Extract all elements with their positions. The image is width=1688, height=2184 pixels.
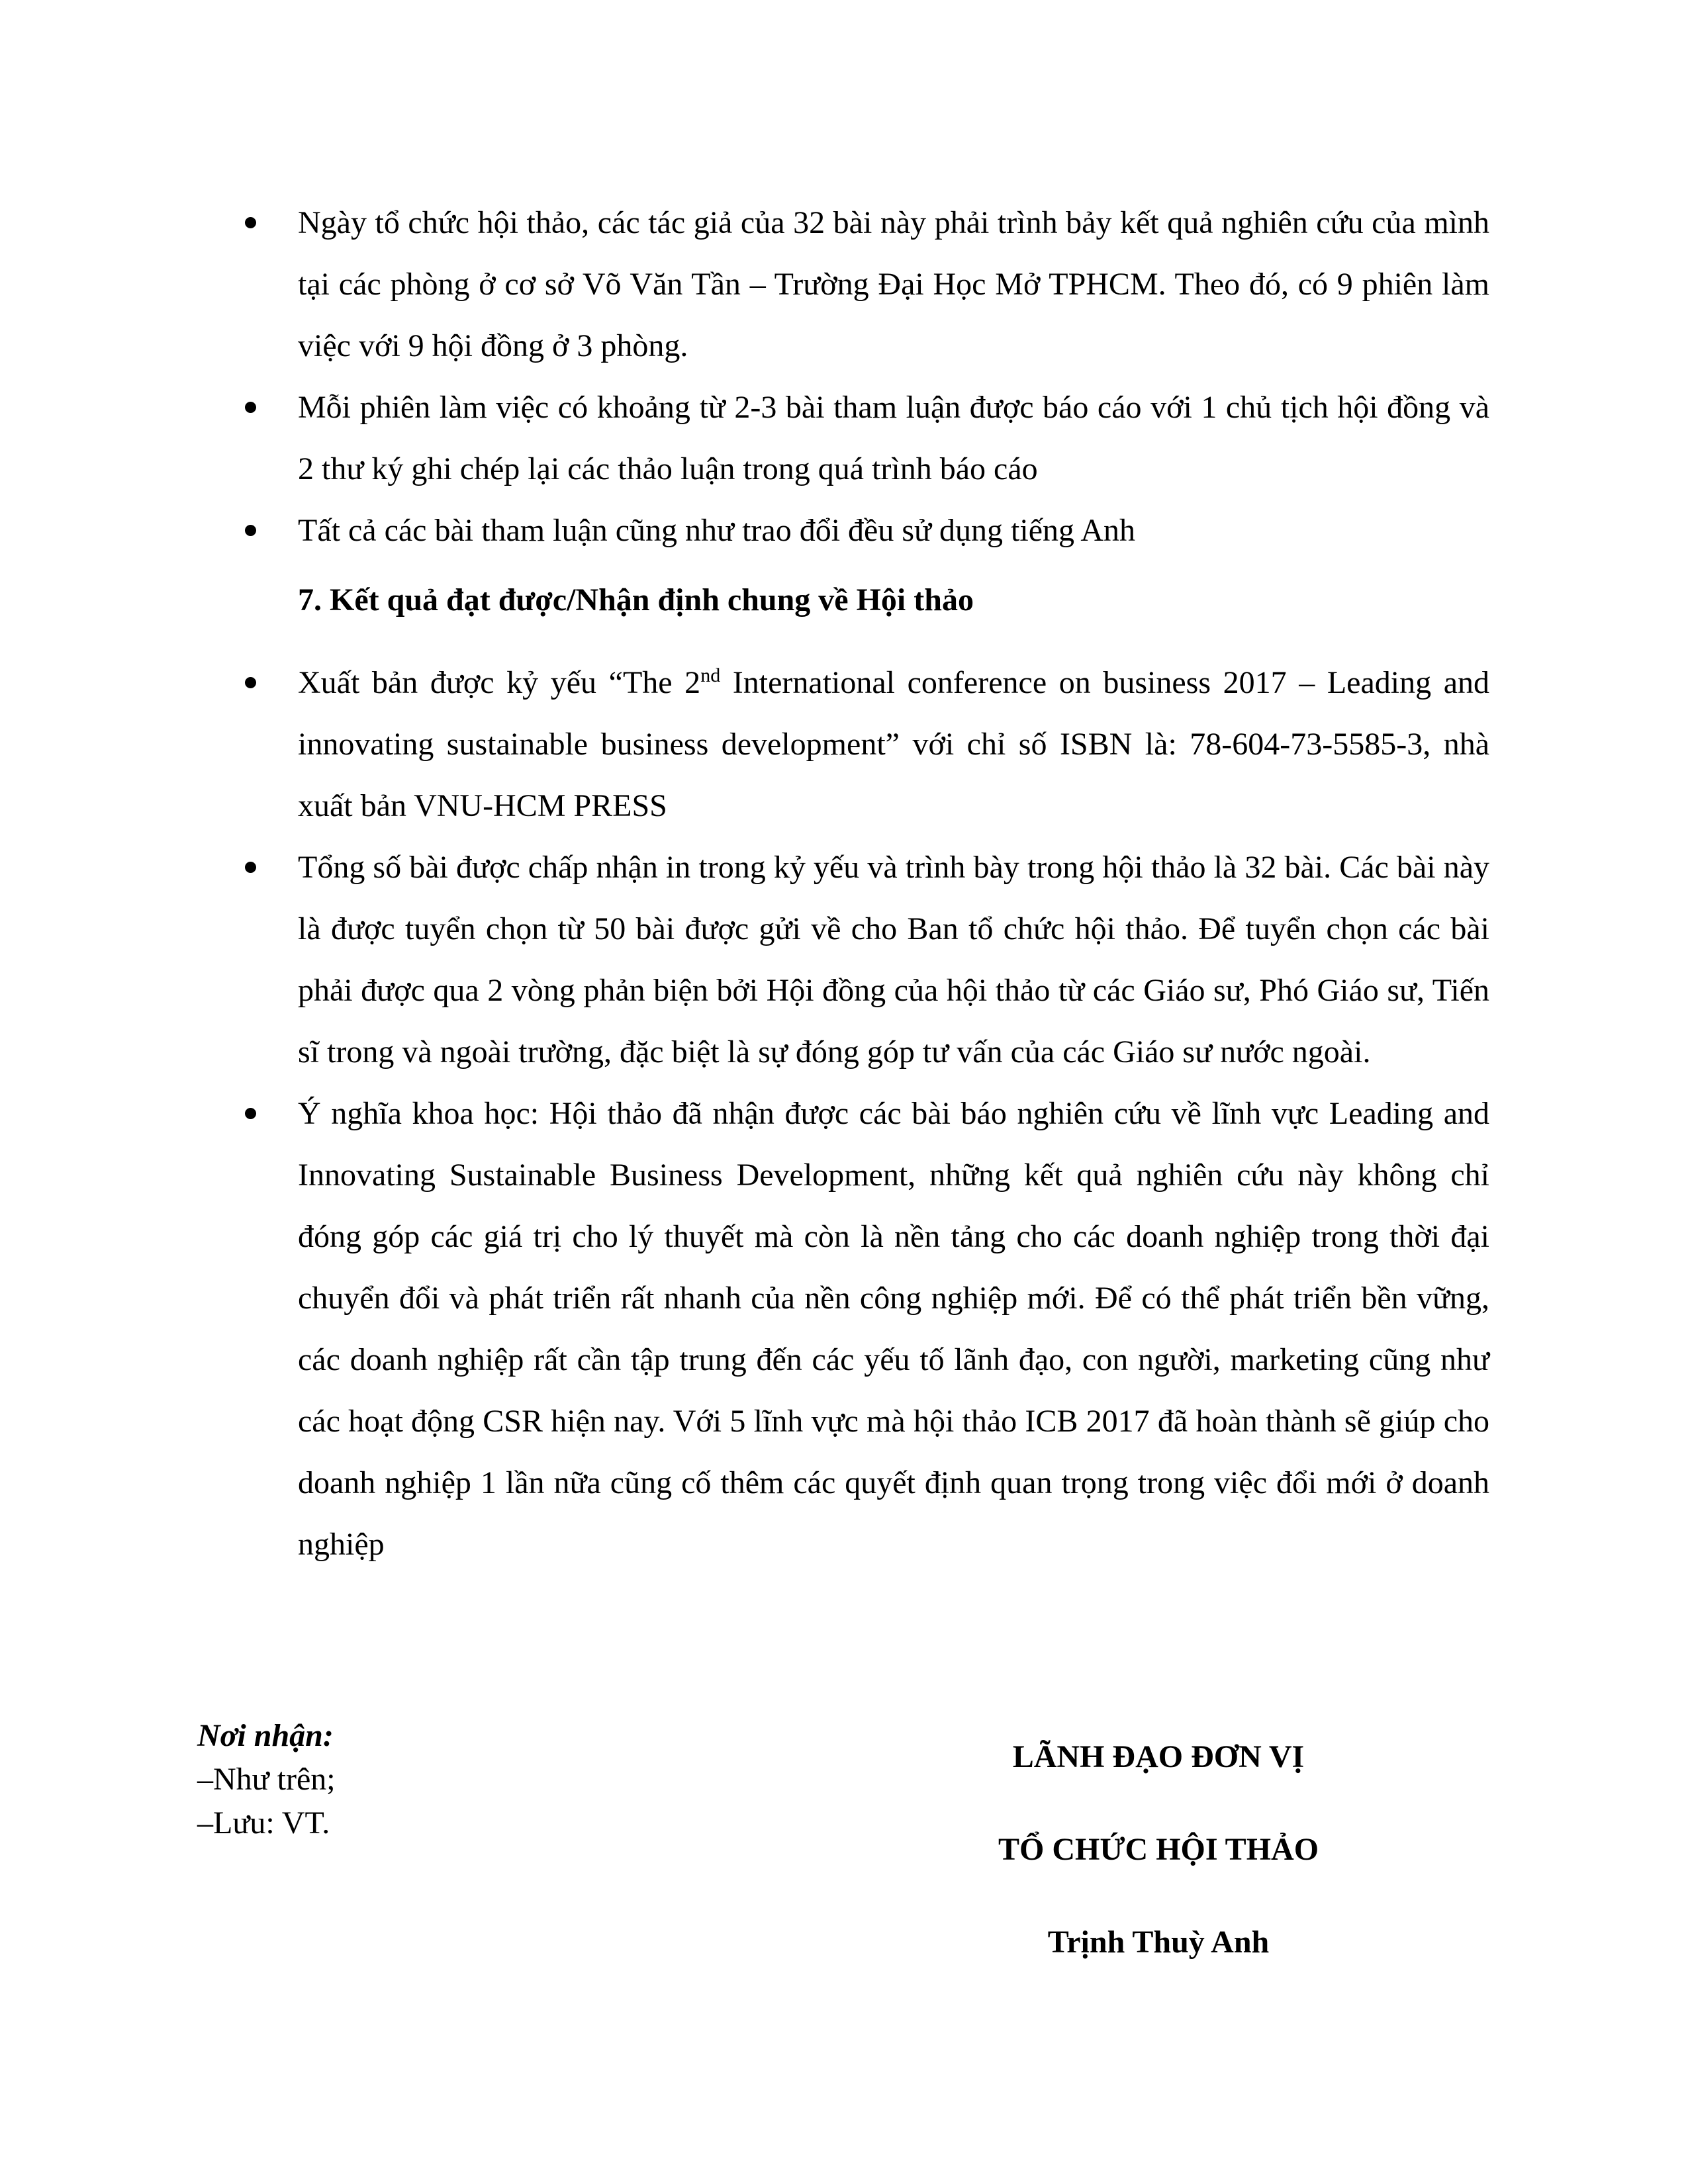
list-item <box>245 837 1489 1083</box>
signature-title-line2: TỔ CHỨC HỘI THẢO <box>998 1832 1319 1867</box>
signature-block <box>900 1711 1417 1989</box>
list-item <box>245 377 1489 500</box>
bullet-text: Tổng số bài được chấp nhận in trong kỷ yếu và trình bày trong hội thảo là 32 bài. Các bài này là được tuyển chọn từ 50 bài được gửi về cho Ban tổ chức hội thảo. Để tuyển chọn các bài phải được qua 2 vòng phản biện bởi Hội đồng của hội thảo từ các Giáo sư, Phó Giáo sư, Tiến sĩ trong và ngoài trường, đặc biệt là sự đóng góp tư vấn của các Giáo sư nước ngoài. <box>298 850 1489 1069</box>
list-item <box>245 500 1489 561</box>
bullet-text <box>298 665 1489 823</box>
bullet-icon <box>245 677 256 688</box>
recipient-item: –Lưu: VT. <box>197 1805 330 1841</box>
proceedings-text-start: Xuất bản được kỷ yếu “The 2 <box>298 665 701 700</box>
bullet-icon <box>245 525 256 536</box>
bullet-icon <box>245 217 256 228</box>
bullet-icon <box>245 1108 256 1119</box>
proceedings-text-end: International conference on business 2017 – Leading and innovating sustainable business development” với chỉ số ISBN là: 78-604-73-5585-3, nhà xuất bản VNU-HCM PRESS <box>298 665 1490 823</box>
bullet-icon <box>245 402 256 413</box>
bullet-text: Tất cả các bài tham luận cũng như trao đổi đều sử dụng tiếng Anh <box>298 513 1136 548</box>
bullet-text: Ý nghĩa khoa học: Hội thảo đã nhận được các bài báo nghiên cứu về lĩnh vực Leading and Innovating Sustainable Business Development, những kết quả nghiên cứu này không chỉ đóng góp các giá trị cho lý thuyết mà còn là nền tảng cho các doanh nghiệp trong thời đại chuyển đổi và phát triển rất nhanh của nền công nghiệp mới. Để có thể phát triển bền vững, các doanh nghiệp rất cần tập trung đến các yếu tố lãnh đạo, con người, marketing cũng như các hoạt động CSR hiện nay. Với 5 lĩnh vực mà hội thảo ICB 2017 đã hoàn thành sẽ giúp cho doanh nghiệp 1 lần nữa cũng cố thêm các quyết định quan trọng trong việc đổi mới ở doanh nghiệp <box>298 1096 1489 1562</box>
recipients-title: Nơi nhận: <box>197 1718 334 1753</box>
ordinal-suffix: nd <box>700 664 721 686</box>
bullet-icon <box>245 862 256 873</box>
recipients-block <box>197 1714 336 1845</box>
bullet-list-results <box>245 652 1489 1575</box>
list-item <box>245 652 1489 837</box>
signature-title-line1: LÃNH ĐẠO ĐƠN VỊ <box>1012 1739 1305 1774</box>
signer-name: Trịnh Thuỳ Anh <box>1047 1925 1270 1960</box>
bullet-text: Ngày tổ chức hội thảo, các tác giả của 32 bài này phải trình bảy kết quả nghiên cứu của mình tại các phòng ở cơ sở Võ Văn Tần – Trường Đại Học Mở TPHCM. Theo đó, có 9 phiên làm việc với 9 hội đồng ở 3 phòng. <box>298 205 1489 363</box>
section-heading: 7. Kết quả đạt được/Nhận định chung về Hội thảo <box>298 582 974 617</box>
bullet-text: Mỗi phiên làm việc có khoảng từ 2-3 bài tham luận được báo cáo với 1 chủ tịch hội đồng và 2 thư ký ghi chép lại các thảo luận trong quá trình báo cáo <box>298 390 1489 486</box>
list-item <box>245 192 1489 377</box>
recipient-item: –Như trên; <box>197 1762 336 1797</box>
list-item <box>245 1083 1489 1575</box>
bullet-list-top <box>245 192 1489 561</box>
